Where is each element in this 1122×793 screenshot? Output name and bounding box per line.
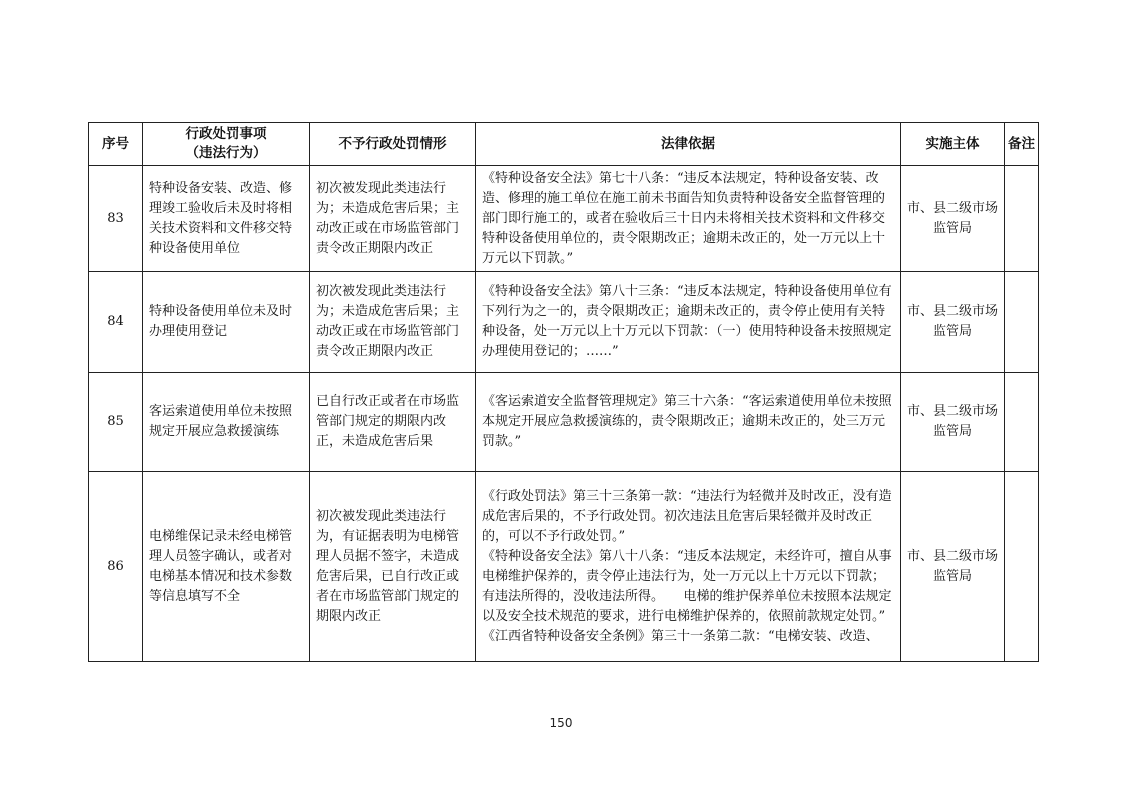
table-row xyxy=(89,166,1039,272)
header-item-line1: 行政处罚事项 xyxy=(185,126,267,142)
row-item: 特种设备安装、改造、修理竣工验收后未及时将相关技术资料和文件移交特种设备使用单位 xyxy=(143,166,310,272)
row-exempt: 初次被发现此类违法行为；未造成危害后果；主动改正或在市场监管部门责令改正期限内改正 xyxy=(310,272,476,373)
table-row xyxy=(89,373,1039,472)
row-remark xyxy=(1005,472,1039,662)
basis-paragraph: 《江西省特种设备安全条例》第三十一条第二款：“电梯安装、改造、 xyxy=(482,628,879,644)
header-row xyxy=(89,123,1039,166)
header-basis: 法律依据 xyxy=(476,123,901,166)
row-basis xyxy=(476,272,901,373)
table-row xyxy=(89,272,1039,373)
row-authority: 市、县二级市场监管局 xyxy=(901,472,1005,662)
row-seq: 83 xyxy=(89,166,143,272)
header-seq: 序号 xyxy=(89,123,143,166)
page-number: 150 xyxy=(549,716,573,730)
row-seq: 86 xyxy=(89,472,143,662)
header-exempt: 不予行政处罚情形 xyxy=(310,123,476,166)
header-remark: 备注 xyxy=(1005,123,1039,166)
basis-paragraph: 《特种设备安全法》第八十三条：“违反本法规定，特种设备使用单位有下列行为之一的，责令限期改正；逾期未改正的，责令停止使用有关特种设备，处一万元以上十万元以下罚款：（一）使用特种设备未按照规定办理使用登记的；……” xyxy=(482,284,892,359)
basis-paragraph: 《客运索道安全监督管理规定》第三十六条：“客运索道使用单位未按照本规定开展应急救援演练的，责令限期改正；逾期未改正的，处三万元罚款。” xyxy=(482,394,892,449)
row-authority: 市、县二级市场监管局 xyxy=(901,166,1005,272)
row-remark xyxy=(1005,373,1039,472)
row-remark xyxy=(1005,166,1039,272)
row-seq: 84 xyxy=(89,272,143,373)
row-authority: 市、县二级市场监管局 xyxy=(901,272,1005,373)
basis-paragraph: 《特种设备安全法》第八十八条：“违反本法规定，未经许可，擅自从事电梯维护保养的，责令停止违法行为，处一万元以上十万元以下罚款；有违法所得的，没收违法所得。 电梯的维护保养单位未按照本法规定以及安全技术规范的要求，进行电梯维护保养的，依照前款规定处罚。” xyxy=(482,548,892,624)
table-row xyxy=(89,472,1039,662)
basis-paragraph: 《行政处罚法》第三十三条第一款：“违法行为轻微并及时改正，没有造成危害后果的，不予行政处罚。初次违法且危害后果轻微并及时改正的，可以不予行政处罚。” xyxy=(482,488,892,544)
row-item: 客运索道使用单位未按照规定开展应急救援演练 xyxy=(143,373,310,472)
header-item-line2: （违法行为） xyxy=(185,145,267,161)
row-remark xyxy=(1005,272,1039,373)
row-basis xyxy=(476,373,901,472)
row-seq: 85 xyxy=(89,373,143,472)
regulation-table xyxy=(88,122,1039,662)
row-basis xyxy=(476,166,901,272)
row-exempt: 初次被发现此类违法行为，有证据表明为电梯管理人员据不签字，未造成危害后果，已自行改正或者在市场监管部门规定的期限内改正 xyxy=(310,472,476,662)
row-item: 电梯维保记录未经电梯管理人员签字确认，或者对电梯基本情况和技术参数等信息填写不全 xyxy=(143,472,310,662)
header-item xyxy=(143,123,310,166)
row-basis xyxy=(476,472,901,662)
row-exempt: 初次被发现此类违法行为；未造成危害后果；主动改正或在市场监管部门责令改正期限内改正 xyxy=(310,166,476,272)
row-item: 特种设备使用单位未及时办理使用登记 xyxy=(143,272,310,373)
row-authority: 市、县二级市场监管局 xyxy=(901,373,1005,472)
header-authority: 实施主体 xyxy=(901,123,1005,166)
row-exempt: 已自行改正或者在市场监管部门规定的期限内改正，未造成危害后果 xyxy=(310,373,476,472)
basis-paragraph: 《特种设备安全法》第七十八条：“违反本法规定，特种设备安装、改造、修理的施工单位在施工前未书面告知负责特种设备安全监督管理的部门即行施工的，或者在验收后三十日内未将相关技术资料和文件移交特种设备使用单位的，责令限期改正；逾期未改正的，处一万元以上十万元以下罚款。” xyxy=(482,170,886,266)
